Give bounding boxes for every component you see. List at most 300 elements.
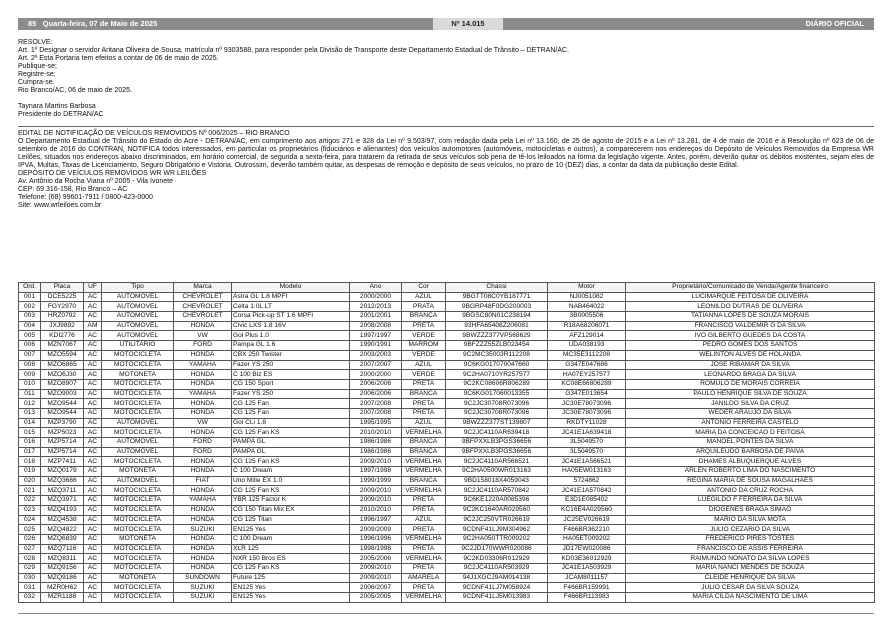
table-cell: G347E013654: [548, 389, 626, 399]
table-row: [19, 515, 875, 525]
table-cell: AUTOMOVEL: [102, 438, 174, 448]
table-cell: MOTONETA: [102, 370, 174, 380]
table-cell: YAMAHA: [174, 360, 232, 370]
table-cell: VW: [174, 331, 232, 341]
table-cell: DIOGENES BRAGA SIMAO: [626, 505, 875, 515]
table-cell: AUTOMOVEL: [102, 331, 174, 341]
table-cell: 9C2KC1640AR029560: [446, 505, 548, 515]
table-cell: MOTOCICLETA: [102, 350, 174, 360]
table-cell: AC: [84, 428, 102, 438]
table-cell: AC: [84, 583, 102, 593]
table-cell: MZP5714: [41, 438, 84, 448]
table-cell: UDA038193: [548, 341, 626, 351]
table-cell: BRANCA: [402, 447, 446, 457]
table-cell: AZUL: [402, 292, 446, 302]
table-cell: JC30E78073096: [548, 408, 626, 418]
table-cell: MOTOCICLETA: [102, 554, 174, 564]
table-cell: HONDA: [174, 408, 232, 418]
table-cell: CG 125 Fan: [232, 399, 350, 409]
table-cell: Fazer YS 250: [232, 389, 350, 399]
table-cell: FRANCISCO DE ASSIS FERREIRA: [626, 544, 875, 554]
table-cell: 011: [19, 389, 41, 399]
table-cell: C 100 Dream: [232, 467, 350, 477]
table-cell: MC35E3112208: [548, 350, 626, 360]
table-cell: HONDA: [174, 486, 232, 496]
table-cell: 94J1XGCJ9AM014138: [446, 573, 548, 583]
table-cell: AC: [84, 467, 102, 477]
table-cell: AC: [84, 408, 102, 418]
table-cell: AC: [84, 438, 102, 448]
table-cell: MZQ3686: [41, 476, 84, 486]
table-row: [19, 457, 875, 467]
table-cell: YBR 125 Factor K: [232, 496, 350, 506]
table-cell: 2008/2008: [350, 321, 402, 331]
table-cell: 9CDNF41LJ9M304962: [446, 525, 548, 535]
table-cell: 9C2HA0710YR257577: [446, 370, 548, 380]
publication-name: DIÁRIO OFICIAL: [805, 19, 864, 28]
table-cell: 017: [19, 447, 41, 457]
table-cell: AZUL: [402, 360, 446, 370]
table-cell: PRETA: [402, 544, 446, 554]
table-body: [19, 292, 875, 602]
table-cell: F466BR113983: [548, 593, 626, 603]
table-cell: HONDA: [174, 428, 232, 438]
table-cell: 2009/2009: [350, 525, 402, 535]
portaria-line: Registre-se;: [18, 71, 56, 78]
table-cell: AC: [84, 554, 102, 564]
table-cell: AC: [84, 312, 102, 322]
table-cell: AC: [84, 525, 102, 535]
table-cell: AC: [84, 544, 102, 554]
table-cell: BRANCA: [402, 312, 446, 322]
table-cell: FREDERICO PIRES TOSTES: [626, 534, 875, 544]
table-cell: MOTOCICLETA: [102, 515, 174, 525]
table-cell: MZO5594: [41, 350, 84, 360]
table-row: [19, 331, 875, 341]
table-cell: MZQ4538: [41, 515, 84, 525]
table-row: [19, 428, 875, 438]
table-cell: AC: [84, 399, 102, 409]
table-cell: BRANCA: [402, 476, 446, 486]
table-cell: AUTOMOVEL: [102, 302, 174, 312]
table-cell: KD03E36012929: [548, 554, 626, 564]
table-cell: 9C2JC4110AR570842: [446, 486, 548, 496]
table-cell: 009: [19, 370, 41, 380]
table-cell: XLR 125: [232, 544, 350, 554]
table-header-row: [19, 283, 875, 293]
table-cell: AZUL: [402, 418, 446, 428]
portaria-line: RESOLVE:: [18, 39, 53, 46]
table-cell: CG 125 Fan KS: [232, 486, 350, 496]
table-cell: AZUL: [402, 515, 446, 525]
table-cell: KDI2776: [41, 331, 84, 341]
table-cell: MARIO DA SILVA MOTA: [626, 515, 875, 525]
table-cell: 019: [19, 467, 41, 477]
table-cell: AC: [84, 292, 102, 302]
table-cell: HONDA: [174, 379, 232, 389]
table-cell: 1995/1995: [350, 418, 402, 428]
table-cell: VERDE: [402, 331, 446, 341]
table-row: [19, 583, 875, 593]
table-cell: Future 125: [232, 573, 350, 583]
table-cell: ARLEN ROBERTO LIMA DO NASCIMENTO: [626, 467, 875, 477]
table-row: [19, 467, 875, 477]
table-cell: HONDA: [174, 457, 232, 467]
table-cell: 1996/1996: [350, 534, 402, 544]
table-cell: 9CDNF41LJ7M058924: [446, 583, 548, 593]
table-cell: MOTOCICLETA: [102, 379, 174, 389]
table-cell: 9BFPXXLB3PGS36656: [446, 438, 548, 448]
table-cell: HONDA: [174, 370, 232, 380]
table-row: [19, 360, 875, 370]
table-cell: F466BR159991: [548, 583, 626, 593]
table-cell: CBX 250 Twister: [232, 350, 350, 360]
table-cell: 5724862: [548, 476, 626, 486]
table-cell: VERMELHA: [402, 486, 446, 496]
table-cell: HRZ0792: [41, 312, 84, 322]
table-cell: AC: [84, 505, 102, 515]
table-cell: CHEVROLET: [174, 292, 232, 302]
column-header: Chassi: [446, 283, 548, 293]
header-date: Quarta-feira, 07 de Maio de 2025: [42, 19, 158, 28]
table-cell: AC: [84, 457, 102, 467]
table-cell: VERDE: [402, 370, 446, 380]
table-row: [19, 341, 875, 351]
table-row: [19, 389, 875, 399]
table-cell: HONDA: [174, 544, 232, 554]
table-cell: HONDA: [174, 515, 232, 525]
table-cell: 9C6KG017070047660: [446, 360, 548, 370]
table-cell: 2007/2008: [350, 399, 402, 409]
table-cell: MZO8907: [41, 379, 84, 389]
table-cell: 1990/1991: [350, 341, 402, 351]
table-cell: 2010/2010: [350, 428, 402, 438]
table-cell: HONDA: [174, 350, 232, 360]
table-cell: VW: [174, 418, 232, 428]
column-header: UF: [84, 283, 102, 293]
table-cell: 2006/2006: [350, 379, 402, 389]
table-cell: MOTOCICLETA: [102, 525, 174, 535]
table-cell: AC: [84, 447, 102, 457]
table-cell: Fazer YS 250: [232, 360, 350, 370]
table-cell: SUZUKI: [174, 525, 232, 535]
table-cell: 9C6KE1220A0085396: [446, 496, 548, 506]
table-cell: BRANCA: [402, 438, 446, 448]
table-cell: AC: [84, 563, 102, 573]
table-cell: 031: [19, 583, 41, 593]
table-cell: ANTONIO FERREIRA CASTELO: [626, 418, 875, 428]
table-cell: MOTONETA: [102, 573, 174, 583]
table-cell: LEONILDO DUTRAS DE OLIVEIRA: [626, 302, 875, 312]
table-cell: HONDA: [174, 563, 232, 573]
portaria-section: [18, 39, 874, 95]
table-cell: AC: [84, 360, 102, 370]
table-cell: SUNDOWN: [174, 573, 232, 583]
table-cell: 024: [19, 515, 41, 525]
table-cell: TATIANNA LOPES DE SOUZA MORAIS: [626, 312, 875, 322]
table-cell: 012: [19, 399, 41, 409]
table-cell: AC: [84, 534, 102, 544]
table-cell: 9BGSC80N01C238194: [446, 312, 548, 322]
table-cell: UTILITARIO: [102, 341, 174, 351]
table-cell: AC: [84, 379, 102, 389]
table-cell: JC41E1A566521: [548, 457, 626, 467]
column-header: Motor: [548, 283, 626, 293]
table-cell: MZO9544: [41, 408, 84, 418]
column-header: Placa: [41, 283, 84, 293]
table-cell: 016: [19, 438, 41, 448]
table-cell: AUTOMOVEL: [102, 312, 174, 322]
table-cell: Gol Plus 1.0: [232, 331, 350, 341]
table-cell: FORD: [174, 341, 232, 351]
table-cell: MZP3790: [41, 418, 84, 428]
table-cell: MZO6865: [41, 360, 84, 370]
table-cell: AC: [84, 573, 102, 583]
table-cell: 9C2JC4110AR566521: [446, 457, 548, 467]
column-header: Ano: [350, 283, 402, 293]
table-cell: CG 125 Fan KS: [232, 563, 350, 573]
table-cell: VERMELHA: [402, 428, 446, 438]
table-cell: Civic LXS 1.8 16V: [232, 321, 350, 331]
table-cell: PRETA: [402, 321, 446, 331]
table-cell: ROMULO DE MORAIS CORREIA: [626, 379, 875, 389]
table-cell: PRETA: [402, 583, 446, 593]
table-cell: MARROM: [402, 341, 446, 351]
table-cell: 005: [19, 331, 41, 341]
table-row: [19, 292, 875, 302]
portaria-line: Publique-se;: [18, 63, 57, 70]
table-cell: VERMELHA: [402, 554, 446, 564]
table-cell: AC: [84, 341, 102, 351]
table-cell: 9C2HA0500WR013163: [446, 467, 548, 477]
table-cell: MZN7067: [41, 341, 84, 351]
table-cell: 2000/2000: [350, 292, 402, 302]
table-cell: MOTOCICLETA: [102, 428, 174, 438]
table-cell: 003: [19, 312, 41, 322]
column-header: Ord.: [19, 283, 41, 293]
table-cell: AC: [84, 486, 102, 496]
table-cell: PRETA: [402, 399, 446, 409]
table-cell: 2009/2010: [350, 486, 402, 496]
table-cell: HONDA: [174, 399, 232, 409]
column-header: Tipo: [102, 283, 174, 293]
table-row: [19, 418, 875, 428]
table-cell: MZQ8311: [41, 554, 84, 564]
table-cell: 9C2JC4110AR503929: [446, 563, 548, 573]
table-cell: AUTOMOVEL: [102, 321, 174, 331]
table-cell: 020: [19, 476, 41, 486]
table-row: [19, 408, 875, 418]
table-row: [19, 476, 875, 486]
table-cell: 2003/2003: [350, 350, 402, 360]
table-cell: MZO9544: [41, 399, 84, 409]
table-cell: Pampa GL 1.6: [232, 341, 350, 351]
table-cell: JD17EW020086: [548, 544, 626, 554]
table-cell: 9C6KG017060013355: [446, 389, 548, 399]
table-cell: 2005/2005: [350, 593, 402, 603]
issue-number: Nº 14.015: [433, 18, 503, 30]
table-cell: YAMAHA: [174, 496, 232, 506]
table-cell: MZQ6839: [41, 534, 84, 544]
table-cell: 9BD158018X4059043: [446, 476, 548, 486]
table-row: [19, 447, 875, 457]
table-cell: JC41E1A570842: [548, 486, 626, 496]
table-cell: PAMPA GL: [232, 438, 350, 448]
table-cell: 1999/1999: [350, 476, 402, 486]
table-cell: MOTONETA: [102, 534, 174, 544]
table-cell: MARIA NANCI MENDES DE SOUZA: [626, 563, 875, 573]
table-cell: MZQ3971: [41, 496, 84, 506]
table-cell: PRETA: [402, 496, 446, 506]
table-cell: PRETA: [402, 408, 446, 418]
table-cell: HONDA: [174, 321, 232, 331]
table-cell: HONDA: [174, 467, 232, 477]
table-cell: 027: [19, 544, 41, 554]
signer-role: Presidente do DETRAN/AC: [18, 111, 104, 118]
table-cell: VERMELHA: [402, 593, 446, 603]
table-cell: 008: [19, 360, 41, 370]
table-cell: 006: [19, 341, 41, 351]
table-cell: FGY2970: [41, 302, 84, 312]
table-row: [19, 486, 875, 496]
table-cell: LUEGILDO F FERREIRA DA SILVA: [626, 496, 875, 506]
table-cell: ANTONIO DA CRUZ ROCHA: [626, 486, 875, 496]
table-cell: 2001/2001: [350, 312, 402, 322]
table-cell: AC: [84, 370, 102, 380]
bottom-rule: [18, 613, 874, 614]
table-row: [19, 534, 875, 544]
table-cell: 025: [19, 525, 41, 535]
table-cell: 021: [19, 486, 41, 496]
document-body: [18, 39, 874, 210]
table-cell: 1986/1986: [350, 447, 402, 457]
table-cell: NXR 150 Bros ES: [232, 554, 350, 564]
table-cell: 9CDNF41LJ5M013983: [446, 593, 548, 603]
table-cell: 3L5049570: [548, 447, 626, 457]
table-cell: 2007/2007: [350, 360, 402, 370]
table-cell: FIAT: [174, 476, 232, 486]
table-cell: MZP5714: [41, 447, 84, 457]
table-cell: PRATA: [402, 302, 446, 312]
table-cell: AFZ129014: [548, 331, 626, 341]
table-cell: 9C2KC08606R806289: [446, 379, 548, 389]
table-cell: AC: [84, 302, 102, 312]
table-cell: MZP7411: [41, 457, 84, 467]
table-cell: 002: [19, 302, 41, 312]
table-cell: 1997/1997: [350, 331, 402, 341]
table-cell: C 100 Biz ES: [232, 370, 350, 380]
portaria-line: Art. 2º Esta Portaria tem efeitos a contar de 06 de maio de 2025.: [18, 55, 219, 62]
table-row: [19, 321, 875, 331]
table-cell: PRETA: [402, 505, 446, 515]
table-cell: MOTOCICLETA: [102, 457, 174, 467]
table-cell: HONDA: [174, 505, 232, 515]
table-cell: MZQ9156: [41, 563, 84, 573]
table-cell: CG 150 Sport: [232, 379, 350, 389]
table-cell: 9C2HA050TTR009202: [446, 534, 548, 544]
table-cell: 2005/2006: [350, 554, 402, 564]
table-cell: 029: [19, 563, 41, 573]
edital-title: EDITAL DE NOTIFICAÇÃO DE VEÍCULOS REMOVIDOS Nº 006/2025 – RIO BRANCO: [18, 130, 290, 137]
table-cell: CG 125 Fan: [232, 408, 350, 418]
table-cell: AM: [84, 321, 102, 331]
table-cell: 9BFZZZ55ZLB023454: [446, 341, 548, 351]
table-cell: MZQ4822: [41, 525, 84, 535]
table-cell: PRETA: [402, 563, 446, 573]
table-cell: 010: [19, 379, 41, 389]
table-cell: MZQ7116: [41, 544, 84, 554]
portaria-line: Art. 1º Designar o servidor Aritana Oliveira de Sousa, matrícula nº 9303588, para responder pela Divisão de Transporte deste Departamento Estadual de Trânsito – DETRAN/AC.: [18, 47, 570, 54]
table-row: [19, 379, 875, 389]
table-cell: 001: [19, 292, 41, 302]
table-row: [19, 593, 875, 603]
table-cell: R18A68206071: [548, 321, 626, 331]
table-cell: FRANCISCO VALDEMIR G DA SILVA: [626, 321, 875, 331]
table-cell: 1998/1998: [350, 544, 402, 554]
table-cell: MANOEL PONTES DA SILVA: [626, 438, 875, 448]
table-cell: 026: [19, 534, 41, 544]
table-cell: CG 125 Fan KS: [232, 457, 350, 467]
table-cell: WELINTON ALVES DE HOLANDA: [626, 350, 875, 360]
table-cell: MZR0H62: [41, 583, 84, 593]
table-cell: 2009/2010: [350, 496, 402, 506]
signer-name: Taynara Martins Barbosa: [18, 103, 96, 110]
table-cell: MOTOCICLETA: [102, 486, 174, 496]
table-cell: JANILDO SILVA DA CRUZ: [626, 399, 875, 409]
table-cell: FORD: [174, 438, 232, 448]
table-cell: CG 150 Titan Mix EX: [232, 505, 350, 515]
column-header: Proprietário/Comunicado de Venda/Agente financeiro: [626, 283, 875, 293]
table-cell: 023: [19, 505, 41, 515]
depot-info: [18, 170, 874, 210]
table-row: [19, 563, 875, 573]
table-cell: AUTOMOVEL: [102, 418, 174, 428]
table-cell: HA07EY257577: [548, 370, 626, 380]
vehicles-table: [18, 282, 875, 603]
table-cell: 1996/1997: [350, 515, 402, 525]
table-row: [19, 312, 875, 322]
table-cell: AC: [84, 593, 102, 603]
table-cell: 2009/2010: [350, 573, 402, 583]
page-number: 85: [28, 19, 37, 28]
table-row: [19, 496, 875, 506]
table-cell: C 100 Dream: [232, 534, 350, 544]
table-cell: MOTOCICLETA: [102, 360, 174, 370]
header-left: [28, 18, 157, 30]
depot-line: Site: www.wrleiloes.com.br: [18, 202, 102, 209]
table-cell: 030: [19, 573, 41, 583]
table-cell: 028: [19, 554, 41, 564]
table-cell: MARIA CILDA NASCIMENTO DE LIMA: [626, 593, 875, 603]
table-row: [19, 438, 875, 448]
table-cell: JC25EV026619: [548, 515, 626, 525]
table-cell: CLEIDE HENRIQUE DA SILVA: [626, 573, 875, 583]
table-cell: 3L5049570: [548, 438, 626, 448]
table-cell: MOTOCICLETA: [102, 583, 174, 593]
table-row: [19, 399, 875, 409]
table-cell: JC30E78073096: [548, 399, 626, 409]
table-cell: 9C2KD03306R012929: [446, 554, 548, 564]
table-cell: 9BGRP48F0DG200003: [446, 302, 548, 312]
edital-paragraph: O Departamento Estadual de Trânsito do Estado do Acre - DETRAN/AC, em cumprimento aos artigos 271 e 328 da Lei nº 9.503/97, com redação dada pela Lei nº 13.160, de 25 de agosto de 2015 e a Lei nº 13.281, de 4 de maio de 2016 e à Resolução nº 623 de 06 de setembro de 2016 do CONTRAN, NOTIFICA todos interessados, em particular os proprietários (fiduciários e alienantes) dos veículos automotores (automóveis, motocicletas e outros), a comparecerem nos endereços do Depósito de Veículos Removidos da Empresa WR Leilões, situados nos endereços abaixo discriminados, em horário comercial, de segunda a sexta-feira, para tratarem da retirada de seus veículos sob pena de tê-los leiloados na forma da legislação vigente. Antes, porém, deverão quitar os débitos existentes, sejam eles de IPVA, Multas, Taxas de Licenciamento, Seguro Obrigatório e Vistoria. Outrossim, deverão também quitar, as despesas de remoção e depósito de seus veículos, no prazo de 10 (DEZ) dias, a contar da data da publicação deste Edital.: [18, 138, 874, 169]
table-cell: MOTOCICLETA: [102, 593, 174, 603]
table-cell: AC: [84, 476, 102, 486]
table-cell: 9BFPXXLB3PGS36656: [446, 447, 548, 457]
table-cell: G347E047686: [548, 360, 626, 370]
table-cell: MOTOCICLETA: [102, 399, 174, 409]
table-cell: RAIMUNDO NONATO DA SILVA LOPES: [626, 554, 875, 564]
table-cell: YAMAHA: [174, 389, 232, 399]
